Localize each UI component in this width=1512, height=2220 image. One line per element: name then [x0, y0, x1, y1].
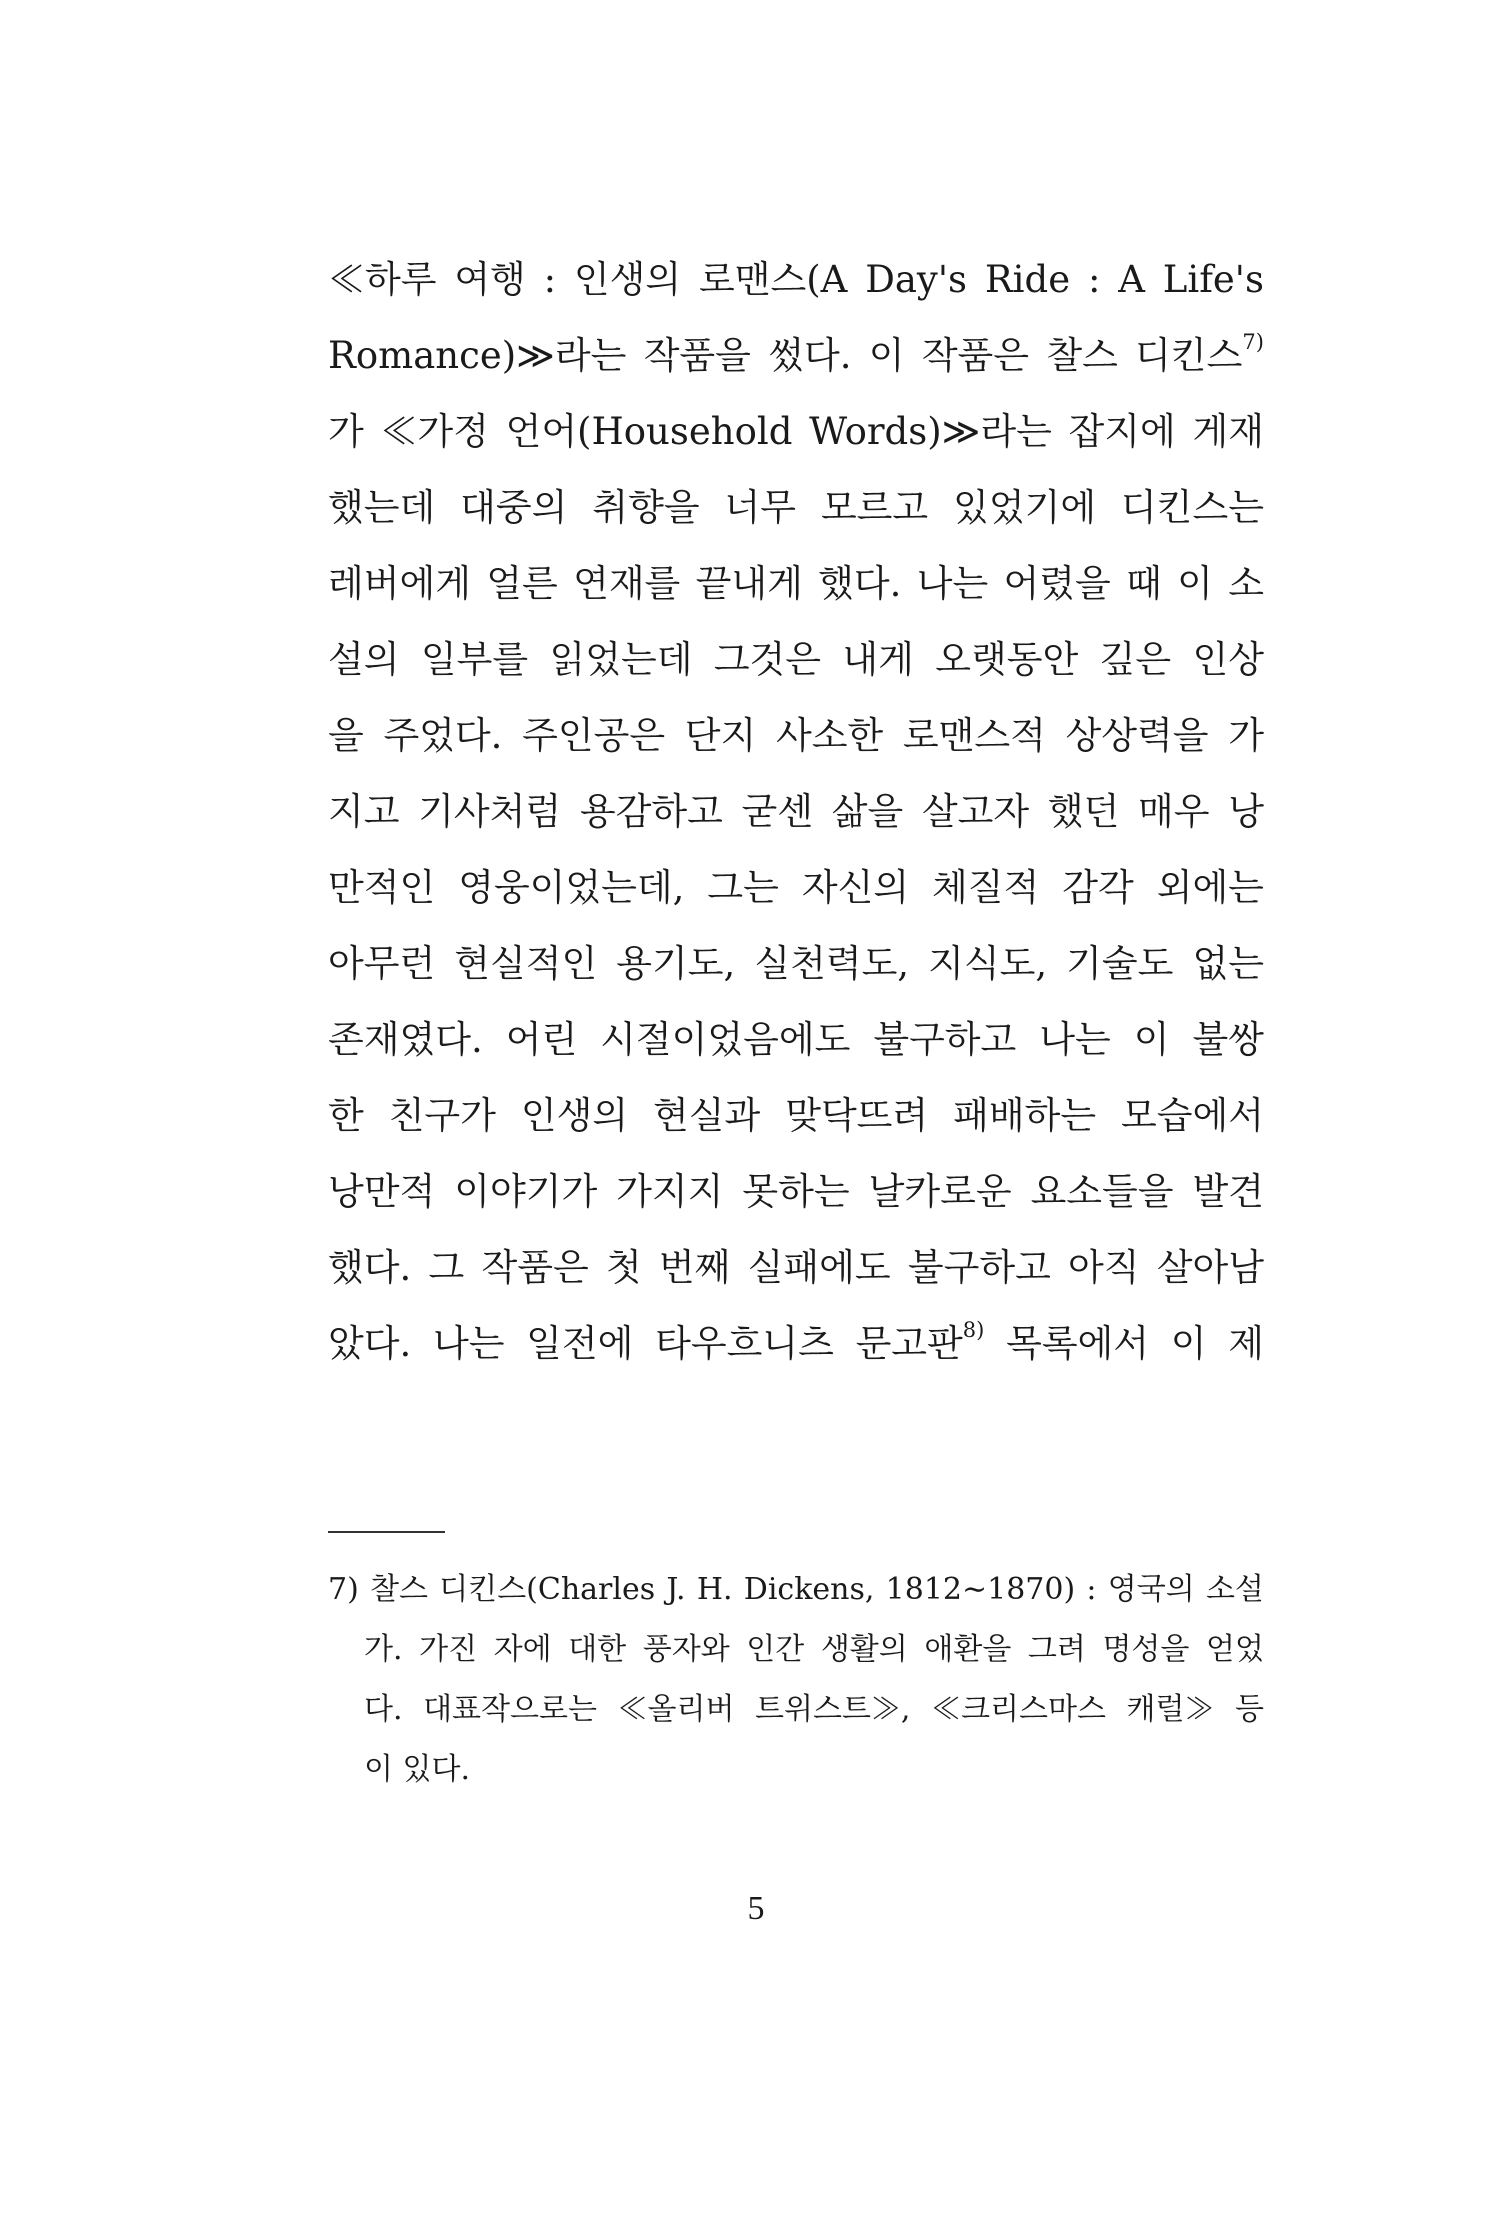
- word: 패배하는: [953, 1094, 1097, 1137]
- word: Life's: [1162, 258, 1264, 301]
- word: 을: [328, 714, 364, 757]
- word: 여행: [454, 258, 526, 301]
- word: 7): [328, 1572, 359, 1607]
- word: 용기도,: [616, 942, 736, 985]
- word: 나는: [1039, 1018, 1111, 1061]
- word: 했다.: [818, 562, 902, 605]
- word: 제: [1228, 1322, 1264, 1365]
- body-line: [328, 546, 1264, 622]
- word: 생활의: [820, 1632, 908, 1667]
- word: 불구하고: [907, 1246, 1051, 1289]
- footnote-line: [328, 1680, 1264, 1740]
- word: 자에: [493, 1632, 552, 1667]
- word: 있었기에: [953, 486, 1097, 529]
- word: 썼다.: [768, 334, 852, 377]
- word: 그려: [1027, 1632, 1086, 1667]
- word: 불쌍: [1192, 1018, 1264, 1061]
- word: 첫: [605, 1246, 642, 1289]
- word: H.: [696, 1572, 733, 1607]
- word: 발견: [1192, 1170, 1264, 1213]
- word: 살아남: [1156, 1246, 1264, 1289]
- word: 대표작으로는: [423, 1692, 597, 1727]
- word: 주인공은: [522, 714, 666, 757]
- word: 트위스트≫,: [755, 1692, 911, 1727]
- word: 어린: [505, 1018, 578, 1061]
- word: 디킨스(Charles: [439, 1572, 656, 1607]
- word: 았다.: [328, 1322, 412, 1365]
- word: 친구가: [388, 1094, 496, 1137]
- body-line: [328, 1154, 1264, 1230]
- word: :: [543, 258, 557, 301]
- word: Day's: [865, 258, 967, 301]
- word: 했다.: [328, 1246, 412, 1289]
- word: 목록에서: [1006, 1322, 1150, 1365]
- word: 불구하고: [873, 1018, 1017, 1061]
- word: 가진: [419, 1632, 478, 1667]
- word: 외에는: [1156, 866, 1264, 909]
- word: 매우: [1138, 790, 1210, 833]
- body-line: [328, 470, 1264, 546]
- word: 살고자: [921, 790, 1030, 833]
- word: :: [1087, 258, 1101, 301]
- word: 게재: [1192, 410, 1264, 453]
- footnote: [328, 1560, 1264, 1800]
- body-line: [328, 1230, 1264, 1306]
- word: 있다.: [402, 1752, 471, 1787]
- word: 깊은: [1099, 638, 1172, 681]
- word: 읽었는데: [549, 638, 693, 681]
- word: A: [1118, 258, 1145, 301]
- word: 현실과: [653, 1094, 761, 1137]
- word: 그: [428, 1246, 465, 1289]
- word: 번째: [658, 1246, 731, 1289]
- word: Romance)≫라는: [328, 334, 627, 377]
- word: 소설: [1205, 1572, 1264, 1607]
- word: 얼른: [486, 562, 558, 605]
- word: 낭: [1228, 790, 1264, 833]
- word: 기사처럼: [418, 790, 562, 833]
- word: 애환을: [924, 1632, 1012, 1667]
- word: 이: [1177, 562, 1213, 605]
- word: 자신의: [801, 866, 910, 909]
- word: 상상력을: [1065, 714, 1209, 757]
- word: J.: [666, 1572, 686, 1607]
- body-text: [328, 242, 1264, 1382]
- word: 가: [328, 410, 364, 453]
- footnote-separator: [328, 1531, 445, 1533]
- word: 캐럴≫: [1126, 1692, 1215, 1727]
- body-line: [328, 394, 1264, 470]
- body-line: [328, 318, 1264, 394]
- body-line: [328, 622, 1264, 698]
- word: 현실적인: [454, 942, 598, 985]
- body-line: [328, 774, 1264, 850]
- word: 잡지에: [1068, 410, 1176, 453]
- word: 이: [1170, 1322, 1207, 1365]
- word: 로맨스적: [902, 714, 1046, 757]
- word: 디킨스$^{7)}$: [1135, 330, 1264, 377]
- body-line: [328, 1078, 1264, 1154]
- word: 모습에서: [1121, 1094, 1264, 1137]
- word: 찰스: [1046, 334, 1118, 377]
- word: 가지지: [616, 1170, 724, 1213]
- word: 가: [1228, 714, 1264, 757]
- word: 단지: [684, 714, 757, 757]
- word: 실천력도,: [754, 942, 910, 985]
- word: 체질적: [932, 866, 1040, 909]
- word: 굳센: [741, 790, 814, 833]
- word: 나는: [916, 562, 989, 605]
- word: 작품은: [921, 334, 1030, 377]
- word: 오랫동안: [935, 638, 1079, 681]
- word: 1812∼1870): [885, 1572, 1076, 1607]
- word: 사소한: [775, 714, 884, 757]
- word: 찰스: [370, 1572, 428, 1607]
- footnote-line: [328, 1560, 1264, 1620]
- word: 내게: [842, 638, 914, 681]
- word: 삶을: [831, 790, 904, 833]
- word: 너무: [724, 486, 796, 529]
- word: 없는: [1192, 942, 1264, 985]
- word: 소: [1228, 562, 1264, 605]
- word: 시절이었음에도: [600, 1018, 851, 1061]
- word: 디킨스는: [1121, 486, 1264, 529]
- word: 명성을: [1102, 1632, 1190, 1667]
- word: 취향을: [592, 486, 700, 529]
- word: 낭만적: [328, 1170, 436, 1213]
- word: 했던: [1047, 790, 1120, 833]
- word: 어렸을: [1003, 562, 1111, 605]
- page-number: 5: [747, 1890, 765, 1927]
- body-line: [328, 1002, 1264, 1078]
- word: 그는: [707, 866, 779, 909]
- word: 만적인: [328, 866, 436, 909]
- word: 인생의: [520, 1094, 629, 1137]
- word: ≪가정: [380, 410, 489, 453]
- word: 한: [328, 1094, 364, 1137]
- word: 연재를: [573, 562, 681, 605]
- word: 로맨스(A: [698, 258, 848, 301]
- word: 얻었: [1205, 1632, 1264, 1667]
- word: 아무런: [328, 942, 436, 985]
- body-line: [328, 926, 1264, 1002]
- word: Dickens,: [743, 1572, 875, 1607]
- word: 다.: [364, 1692, 403, 1727]
- word: 등: [1235, 1692, 1264, 1727]
- word: 용감하고: [579, 790, 723, 833]
- word: 풍자와: [642, 1632, 730, 1667]
- word: ≪올리버: [617, 1692, 735, 1727]
- word: 존재였다.: [328, 1018, 483, 1061]
- word: 아직: [1068, 1246, 1140, 1289]
- word: 그것은: [713, 638, 822, 681]
- word: 모르고: [820, 486, 929, 529]
- word: 일부를: [420, 638, 529, 681]
- word: 끝내게: [695, 562, 803, 605]
- body-line: [328, 242, 1264, 318]
- footnote-mark: 8): [962, 1318, 985, 1342]
- word: 작품은: [481, 1246, 589, 1289]
- word: 타우흐니츠: [655, 1322, 834, 1365]
- word: 작품을: [643, 334, 751, 377]
- word: Words)≫라는: [809, 410, 1052, 453]
- word: 인생의: [573, 258, 682, 301]
- word: 이야기가: [454, 1170, 598, 1213]
- word: 감각: [1062, 866, 1134, 909]
- footnote-line: [328, 1740, 1264, 1800]
- word: Ride: [984, 258, 1071, 301]
- word: 설의: [328, 638, 400, 681]
- word: 영국의: [1107, 1572, 1195, 1607]
- body-line: [328, 698, 1264, 774]
- word: 언어(Household: [505, 410, 793, 453]
- word: 인간: [746, 1632, 805, 1667]
- word: :: [1086, 1572, 1097, 1607]
- word: 대중의: [460, 486, 568, 529]
- word: 때: [1126, 562, 1162, 605]
- word: ≪하루: [328, 258, 437, 301]
- word: 요소들을: [1030, 1170, 1174, 1213]
- body-line: [328, 1306, 1264, 1382]
- word: 인상: [1192, 638, 1264, 681]
- word: 문고판$^{8)}$: [855, 1318, 985, 1365]
- word: 레버에게: [328, 562, 471, 605]
- word: 나는: [432, 1322, 505, 1365]
- word: 못하는: [742, 1170, 850, 1213]
- word: 지고: [328, 790, 400, 833]
- word: 실패에도: [747, 1246, 891, 1289]
- body-line: [328, 850, 1264, 926]
- word: 이: [1133, 1018, 1170, 1061]
- word: 맞닥뜨려: [785, 1094, 929, 1137]
- word: 날카로운: [868, 1170, 1012, 1213]
- word: 일전에: [526, 1322, 634, 1365]
- word: 지식도,: [928, 942, 1048, 985]
- word: 했는데: [328, 486, 436, 529]
- word: 기술도: [1066, 942, 1174, 985]
- word: 이: [868, 334, 905, 377]
- word: ≪크리스마스: [931, 1692, 1106, 1727]
- word: 가.: [364, 1632, 403, 1667]
- footnote-line: [328, 1620, 1264, 1680]
- word: 이: [364, 1752, 393, 1787]
- word: 주었다.: [383, 714, 503, 757]
- word: 대한: [568, 1632, 627, 1667]
- footnote-mark: 7): [1242, 330, 1264, 354]
- word: 영웅이었는데,: [458, 866, 685, 909]
